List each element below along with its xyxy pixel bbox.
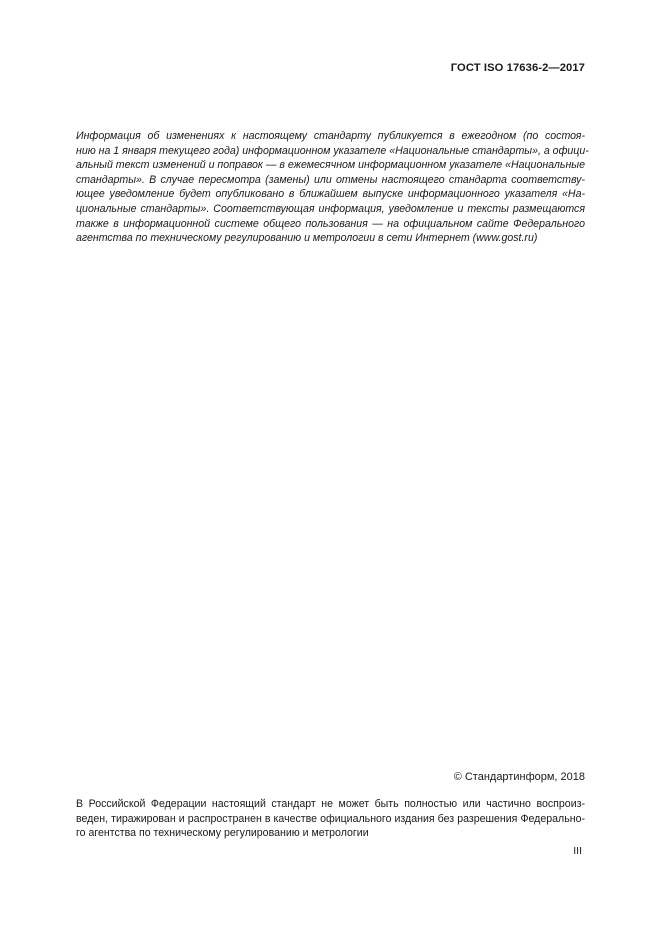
- page-number: III: [573, 845, 582, 857]
- info-line-8: агентства по техническому регулированию и метрологии в сети Интернет (www.gost.ru): [76, 232, 538, 245]
- info-line-1: Информация об изменениях к настоящему стандарту публикуется в ежегодном (по состоя-: [76, 130, 585, 142]
- document-header: ГОСТ ISO 17636-2—2017: [450, 62, 585, 74]
- info-line-6: циональные стандарты». Соответствующая информация, уведомление и тексты размещаются: [76, 202, 585, 215]
- info-line-5: ющее уведомление будет опубликовано в ближайшем выпуске информационного указателя «На-: [76, 188, 585, 201]
- legal-line-3: го агентства по техническому регулированию и метрологии: [76, 827, 369, 840]
- copyright-notice: © Стандартинформ, 2018: [453, 771, 585, 783]
- info-line-4: стандарты». В случае пересмотра (замены) или отмены настоящего стандарта соответству-: [76, 173, 585, 186]
- legal-line-1: В Российской Федерации настоящий стандарт не может быть полностью или частично воспроиз-: [76, 798, 585, 810]
- amendments-info-paragraph: [76, 129, 589, 246]
- info-line-3: альный текст изменений и поправок — в ежемесячном информационном указателе «Национальные: [76, 159, 585, 172]
- info-line-7: также в информационной системе общего пользования — на официальном сайте Федерального: [76, 217, 585, 230]
- legal-line-2: веден, тиражирован и распространен в качестве официального издания без разрешения Федерально-: [76, 812, 585, 825]
- info-line-2: нию на 1 января текущего года) информационном указателе «Национальные стандарты», а офици-: [76, 144, 589, 157]
- legal-notice-paragraph: [76, 797, 585, 841]
